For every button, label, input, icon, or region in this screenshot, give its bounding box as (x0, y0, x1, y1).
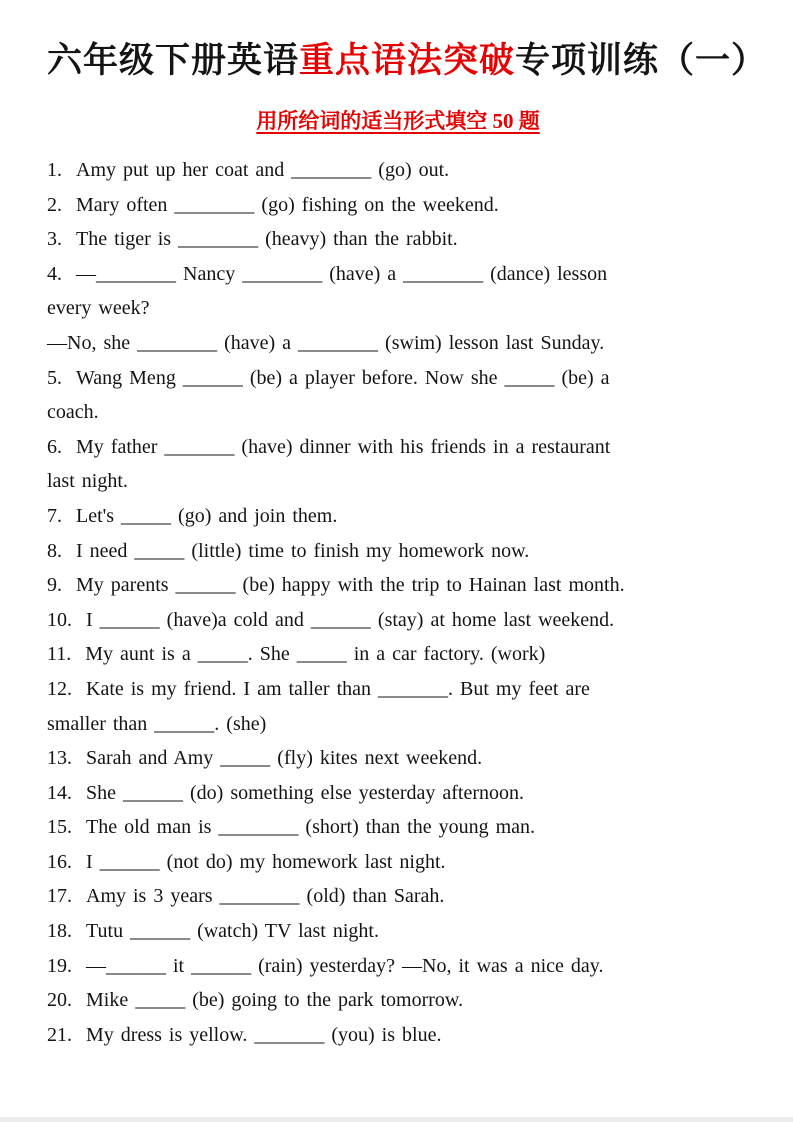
question-number: 16. (47, 850, 72, 873)
question-line (47, 499, 749, 534)
question-line (47, 949, 749, 984)
question-number: 10. (47, 608, 72, 631)
question-line (47, 222, 749, 257)
page-bottom-edge (0, 1117, 793, 1122)
title-prefix: 六年级下册英语 (47, 41, 300, 80)
question-number: 7. (47, 504, 62, 527)
question-text: —______ it ______ (rain) yesterday? —No, it was a nice day. (86, 954, 604, 977)
question-line (47, 1018, 749, 1053)
question-text: My aunt is a _____. She _____ in a car factory. (work) (85, 643, 546, 666)
question-number: 11. (47, 643, 72, 666)
question-line (47, 637, 749, 672)
question-number: 4. (47, 262, 62, 285)
question-text: last night. (47, 470, 128, 493)
question-number: 1. (47, 159, 62, 181)
question-text: I ______ (have)a cold and ______ (stay) at home last weekend. (86, 608, 615, 631)
subtitle: 用所给词的适当形式填空 50 题 (256, 109, 540, 133)
question-number: 6. (47, 435, 62, 458)
question-line (47, 153, 749, 188)
question-number: 2. (47, 193, 62, 216)
question-number: 20. (47, 989, 72, 1012)
question-line (47, 845, 749, 880)
question-text: My dress is yellow. _______ (you) is blue. (86, 1023, 442, 1046)
question-line (47, 810, 749, 845)
question-line (47, 879, 749, 914)
question-text: coach. (47, 401, 99, 424)
question-number: 13. (47, 747, 72, 770)
question-text: smaller than ______. (she) (47, 712, 267, 735)
question-text: I ______ (not do) my homework last night. (86, 850, 446, 873)
question-line (47, 257, 749, 292)
question-text: Mary often ________ (go) fishing on the weekend. (76, 193, 499, 216)
question-number: 9. (47, 574, 62, 597)
question-line (47, 326, 749, 361)
question-number: 8. (47, 539, 62, 562)
question-number: 15. (47, 816, 72, 839)
question-text: The tiger is ________ (heavy) than the rabbit. (76, 228, 458, 251)
question-text: Tutu ______ (watch) TV last night. (86, 920, 379, 943)
question-number: 14. (47, 781, 72, 804)
question-line (47, 983, 749, 1018)
question-number: 17. (47, 885, 72, 908)
question-text: Wang Meng ______ (be) a player before. Now she _____ (be) a (76, 366, 610, 389)
question-text: I need _____ (little) time to finish my homework now. (76, 539, 530, 562)
question-line (47, 464, 749, 499)
question-text: —________ Nancy ________ (have) a ________ (dance) lesson (76, 262, 608, 285)
question-number: 19. (47, 954, 72, 977)
question-line (47, 534, 749, 569)
question-text: every week? (47, 297, 150, 320)
question-line (47, 741, 749, 776)
question-text: Let's _____ (go) and join them. (76, 504, 338, 527)
question-text: She ______ (do) something else yesterday afternoon. (86, 781, 525, 804)
question-text: Kate is my friend. I am taller than _______. But my feet are (86, 677, 590, 700)
question-line (47, 188, 749, 223)
question-list (47, 153, 749, 1052)
question-text: Sarah and Amy _____ (fly) kites next weekend. (86, 747, 483, 770)
question-text: The old man is ________ (short) than the young man. (86, 816, 536, 839)
question-line (47, 291, 749, 326)
question-number: 18. (47, 920, 72, 943)
title-suffix: 专项训练（一） (515, 41, 768, 80)
question-line (47, 672, 749, 707)
question-line (47, 568, 749, 603)
question-number: 21. (47, 1023, 72, 1046)
question-text: Amy is 3 years ________ (old) than Sarah. (86, 885, 445, 908)
question-text: Amy put up her coat and ________ (go) out. (76, 159, 450, 181)
question-line (47, 776, 749, 811)
question-line (47, 914, 749, 949)
question-number: 12. (47, 677, 72, 700)
question-line (47, 361, 749, 396)
question-text: Mike _____ (be) going to the park tomorrow. (86, 989, 464, 1012)
question-line (47, 395, 749, 430)
question-text: My father _______ (have) dinner with his friends in a restaurant (76, 435, 611, 458)
question-text: —No, she ________ (have) a ________ (swim) lesson last Sunday. (47, 331, 605, 354)
question-line (47, 603, 749, 638)
page-title (47, 38, 768, 84)
question-text: My parents ______ (be) happy with the trip to Hainan last month. (76, 574, 625, 597)
question-line (47, 707, 749, 742)
question-line (47, 430, 749, 465)
title-highlight: 重点语法突破 (299, 41, 516, 80)
question-number: 5. (47, 366, 62, 389)
question-number: 3. (47, 228, 62, 251)
